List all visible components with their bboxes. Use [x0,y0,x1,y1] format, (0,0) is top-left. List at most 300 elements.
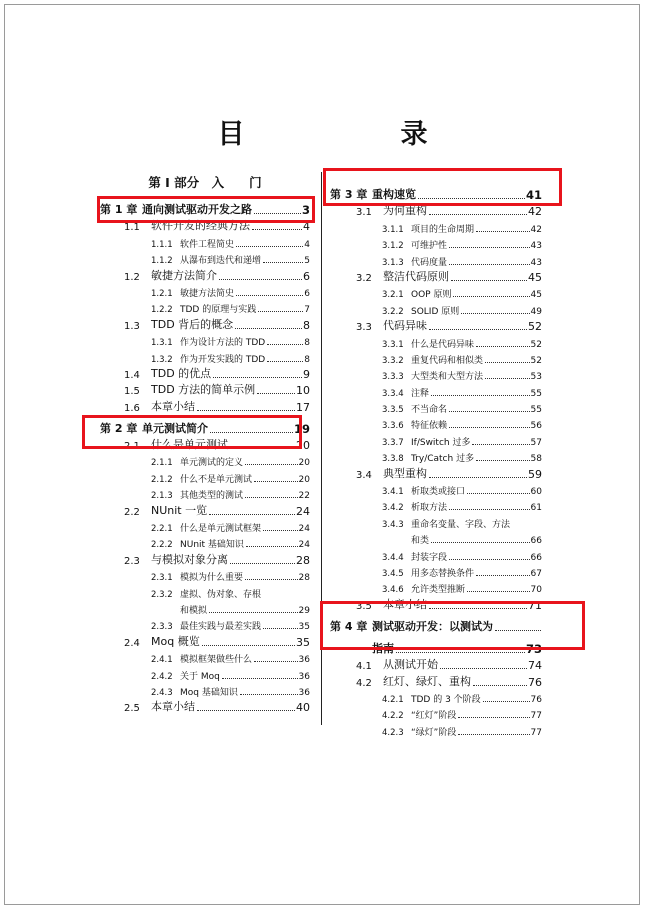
toc-leader-dots [472,444,529,445]
toc-leader-dots [449,411,530,412]
toc-entry-label: 本章小结 [151,700,195,714]
toc-section-entry [100,698,310,714]
toc-entry-page: 5 [304,256,310,267]
toc-leader-dots [449,247,530,248]
toc-entry-label: SOLID 原则 [411,306,460,317]
toc-entry-number: 2.2.2 [151,540,173,551]
toc-entry-label: 单元测试的定义 [180,458,244,469]
toc-entry-number: 2.1.2 [151,474,173,485]
toc-leader-dots [267,344,303,345]
toc-subsection-entry [330,350,542,366]
toc-leader-dots [222,678,298,679]
toc-entry-label: 项目的生命周期 [411,224,475,235]
toc-entry-number: 1.5 [124,386,140,398]
toc-entry-number: 1.3.1 [151,338,173,349]
toc-subsection-entry [330,366,542,382]
toc-entry-label: 最佳实践与最差实践 [180,622,262,633]
toc-entry-label: 析取类或接口 [411,487,466,498]
toc-leader-dots [476,346,530,347]
toc-entry-page: 45 [530,290,542,301]
toc-entry-number: 3.4 [356,469,372,481]
toc-entry-page: 66 [530,552,542,563]
page-title: 目 录 [217,119,462,150]
toc-leader-dots [449,264,530,265]
toc-entry-page: 8 [304,354,310,365]
toc-entry-number: 3.2.1 [382,290,404,301]
toc-subsection-entry [330,513,542,529]
toc-entry-label: 和类 [411,536,430,547]
toc-entry-page: 29 [298,605,310,616]
toc-entry-number: 3.2 [356,272,372,284]
toc-subsection-entry [330,218,542,234]
toc-entry-page: 53 [530,372,542,383]
toc-leader-dots [236,295,303,296]
toc-subsection-entry [100,649,310,665]
toc-leader-dots [235,328,302,329]
toc-entry-label: 什么是单元测试框架 [180,524,262,535]
toc-entry-label: 特征依赖 [411,421,448,432]
toc-entry-number: 1.2.1 [151,288,173,299]
toc-leader-dots [467,493,530,494]
toc-entry-number: 2.4 [124,637,140,649]
part-title: 第 Ⅰ 部分 入 门 [148,175,262,190]
toc-entry-label: 通向测试驱动开发之路 [142,203,252,216]
toc-subsection-entry [330,300,542,316]
toc-entry-page: 70 [530,585,542,596]
toc-subsection-entry [100,233,310,249]
toc-entry-label: 与模拟对象分离 [151,552,228,566]
toc-entry-number: 3.4.1 [382,487,404,498]
toc-leader-dots [254,481,298,482]
toc-leader-dots [254,661,298,662]
toc-entry-label: 析取方法 [411,503,448,514]
toc-leader-dots [440,668,527,669]
toc-section-entry [100,632,310,648]
toc-entry-label: 注释 [411,388,430,399]
toc-entry-number: 3.5 [356,600,372,612]
toc-entry-label: 作为开发实践的 TDD [180,354,266,365]
toc-entry-label: “红灯”阶段 [411,711,457,722]
toc-entry-number: 1.1.2 [151,256,173,267]
toc-entry-page: 28 [296,553,310,567]
toc-entry-label: 作为设计方法的 TDD [180,338,266,349]
toc-entry-label: NUnit 一览 [151,503,208,517]
toc-subsection-entry [330,721,542,737]
toc-leader-dots [429,477,527,478]
toc-subsection-entry [100,299,310,315]
toc-entry-page: 7 [304,305,310,316]
toc-subsection-entry [330,689,542,705]
toc-entry-page: 20 [296,439,310,453]
toc-entry-label: 为何重构 [383,204,427,218]
toc-entry-label: 软件开发的经典方法 [151,219,250,233]
toc-subsection-entry [100,665,310,681]
toc-entry-page: 43 [530,241,542,252]
toc-entry-page: 10 [296,384,310,398]
toc-entry-number: 3.3.4 [382,388,404,399]
toc-entry-page: 76 [530,694,542,705]
toc-leader-dots [431,395,530,396]
toc-leader-dots [461,313,529,314]
toc-leader-dots [202,645,295,646]
toc-entry-page: 74 [528,659,542,673]
toc-entry-page: 6 [304,288,310,299]
toc-entry-page: 20 [298,474,310,485]
toc-entry-page: 45 [528,270,542,284]
toc-entry-label: TDD 背后的概念 [151,317,234,331]
toc-entry-page: 4 [303,220,310,234]
toc-entry-page: 57 [530,437,542,448]
toc-entry-number: 3.3.6 [382,421,404,432]
toc-entry-number: 3.4.5 [382,568,404,579]
toc-entry-page: 8 [303,318,310,332]
toc-section-entry [330,672,542,688]
toc-leader-dots [429,214,527,215]
toc-subsection-entry [330,382,542,398]
toc-leader-dots [451,280,527,281]
toc-subsection-entry [330,579,542,595]
toc-entry-number: 第 1 章 [100,203,138,216]
toc-subsection-entry [100,332,310,348]
toc-entry-label: 其他类型的测试 [180,491,244,502]
toc-leader-dots [245,579,298,580]
toc-entry-page: 49 [530,306,542,317]
toc-entry-number: 2.3.1 [151,573,173,584]
toc-entry-number: 2.4.1 [151,655,173,666]
toc-subsection-entry [100,468,310,484]
toc-entry-number: 4.2 [356,677,372,689]
toc-entry-page: 42 [530,224,542,235]
toc-subsection-entry [330,448,542,464]
toc-subsection-entry [330,481,542,497]
toc-entry-number: 2.1.3 [151,491,173,502]
toc-entry-number: 1.2.2 [151,305,173,316]
highlight-box-chapter-4 [320,598,585,650]
toc-subsection-entry [330,333,542,349]
toc-leader-dots [453,296,529,297]
toc-entry-number: 2.1.1 [151,458,173,469]
toc-leader-dots [263,628,298,629]
toc-entry-page: 73 [525,641,542,656]
toc-leader-dots [209,514,295,515]
toc-section-entry [100,550,310,566]
toc-subsection-entry [330,399,542,415]
toc-entry-label: 红灯、绿灯、重构 [383,674,471,688]
toc-entry-number: 3.3.3 [382,372,404,383]
toc-entry-number: 3.3.2 [382,355,404,366]
toc-leader-dots [458,734,529,735]
toc-leader-dots [485,362,530,363]
toc-section-entry [330,656,542,672]
toc-entry-label: NUnit 基础知识 [180,540,244,551]
toc-entry-number: 1.3.2 [151,354,173,365]
toc-entry-page: 17 [296,400,310,414]
toc-entry-label: 虚拟、伪对象、存根 [180,589,262,600]
toc-section-entry [100,315,310,331]
toc-subsection-entry [100,518,310,534]
toc-entry-number: 3.4.2 [382,503,404,514]
toc-entry-number: 1.1.1 [151,239,173,250]
toc-entry-number: 3.1.3 [382,257,404,268]
toc-leader-dots [213,377,302,378]
toc-entry-number: 1.4 [124,369,140,381]
toc-leader-dots [263,530,298,531]
toc-entry-page: 43 [530,257,542,268]
toc-entry-page: 55 [530,405,542,416]
toc-leader-dots [476,460,529,461]
toc-entry-label: TDD 的优点 [151,366,212,380]
toc-subsection-entry [330,251,542,267]
toc-entry-page: 22 [298,491,310,502]
toc-entry-page: 42 [528,205,542,219]
toc-section-entry [100,266,310,282]
toc-leader-dots [267,361,303,362]
toc-entry-page: 20 [298,458,310,469]
toc-entry-number: 2.3 [124,555,140,567]
toc-entry-label: 从测试开始 [383,658,438,672]
toc-entry-number: 3.3 [356,322,372,334]
toc-leader-dots [396,652,525,653]
toc-leader-dots [449,559,530,560]
toc-entry-number: 3.1 [356,207,372,219]
toc-subsection-entry [100,534,310,550]
toc-entry-number: 第 3 章 [330,188,368,201]
toc-entry-label: TDD 方法的简单示例 [151,383,256,397]
toc-entry-page: 52 [530,355,542,366]
toc-entry-label: 封装字段 [411,552,448,563]
toc-subsection-entry [100,485,310,501]
toc-entry-number: 2.3.2 [151,589,173,600]
toc-entry-label: 代码度量 [411,257,448,268]
toc-subsection-entry [330,497,542,513]
toc-subsection-entry [330,284,542,300]
toc-entry-number: 2.5 [124,703,140,715]
toc-entry-page: 77 [530,727,542,738]
toc-leader-dots [431,542,530,543]
toc-subsection-entry [330,563,542,579]
toc-leader-dots [236,246,303,247]
toc-section-entry [100,365,310,381]
toc-entry-page: 66 [530,536,542,547]
toc-entry-label: OOP 原则 [411,290,452,301]
toc-entry-page: 41 [525,188,542,202]
toc-leader-dots [245,464,298,465]
toc-entry-page: 76 [528,675,542,689]
toc-entry-label: 软件工程简史 [180,239,235,250]
toc-entry-number: 3.4.3 [382,519,404,530]
toc-entry-page: 61 [530,503,542,514]
toc-leader-dots [449,509,530,510]
toc-subsection-entry [100,283,310,299]
toc-subsection-entry [330,235,542,251]
toc-entry-number: 4.1 [356,661,372,673]
toc-entry-page: 52 [530,339,542,350]
toc-entry-number: 2.1 [124,441,140,453]
toc-entry-number: 1.1 [124,222,140,234]
toc-entry-label: TDD 的原理与实践 [180,305,257,316]
toc-subsection-entry [330,705,542,721]
toc-entry-number: 3.4.6 [382,585,404,596]
toc-entry-label: 本章小结 [383,597,427,611]
toc-entry-page: 36 [298,655,310,666]
toc-entry-page: 56 [530,421,542,432]
toc-entry-page: 58 [530,454,542,465]
toc-entry-page: 24 [298,524,310,535]
toc-entry-page: 36 [298,671,310,682]
toc-leader-dots [230,563,295,564]
toc-entry-number: 3.3.5 [382,405,404,416]
toc-entry-number: 3.3.8 [382,454,404,465]
toc-left-column [100,195,310,714]
toc-entry-label: 单元测试简介 [142,421,208,435]
toc-entry-number: 3.3.7 [382,437,404,448]
toc-entry-label: 指南 [372,641,394,655]
toc-entry-label: 典型重构 [383,466,427,480]
toc-entry-label: 测试驱动开发：以测试为 [372,619,493,633]
toc-subsection-entry [330,546,542,562]
toc-subsection-entry [100,452,310,468]
toc-leader-dots [197,710,295,711]
toc-entry-page: 71 [528,598,542,612]
toc-entry-number: 2.3.3 [151,622,173,633]
toc-leader-dots [245,497,298,498]
toc-subsection-entry [100,567,310,583]
toc-entry-label: 大型类和大型方法 [411,372,484,383]
toc-entry-number: 3.3.1 [382,339,404,350]
toc-entry-label: 重构速览 [372,188,416,201]
toc-section-entry [330,268,542,284]
toc-leader-dots [219,279,302,280]
toc-entry-label: 敏捷方法简介 [151,268,217,282]
toc-subsection-entry [330,431,542,447]
toc-leader-dots [476,231,530,232]
toc-subsection-entry [100,583,310,599]
toc-entry-label: 什么不是单元测试 [180,474,253,485]
toc-entry-label: 用多态替换条件 [411,568,475,579]
toc-section-entry [100,381,310,397]
toc-entry-number: 2.4.2 [151,671,173,682]
toc-entry-label: 关于 Moq [180,671,220,682]
toc-entry-number: 2.2.1 [151,524,173,535]
toc-entry-number: 1.3 [124,320,140,332]
toc-leader-dots [209,612,298,613]
toc-section-entry [330,464,542,480]
toc-entry-number: 第 2 章 [100,421,138,435]
toc-leader-dots [263,262,303,263]
toc-entry-label: 代码异味 [383,319,427,333]
toc-entry-label: 整洁代码原则 [383,269,449,283]
toc-entry-label: 重复代码和相似类 [411,355,484,366]
toc-leader-dots [467,591,530,592]
toc-entry-label: 从瀑布到迭代和递增 [180,256,262,267]
toc-entry-page: 36 [298,687,310,698]
toc-entry-number: 第 4 章 [330,619,368,633]
toc-entry-label: Moq 基础知识 [180,687,238,698]
toc-entry-page: 19 [293,421,310,436]
toc-entry-page: 28 [298,573,310,584]
toc-entry-number: 4.2.2 [382,711,404,722]
toc-leader-dots [483,701,530,702]
toc-entry-page: 35 [298,622,310,633]
toc-entry-page: 8 [304,338,310,349]
toc-entry-page: 55 [530,388,542,399]
toc-subsection-entry [100,600,310,616]
highlight-box-chapter-3 [323,168,562,206]
toc-entry-number: 2.4.3 [151,687,173,698]
toc-entry-number: 4.2.3 [382,727,404,738]
toc-entry-page: 9 [303,367,310,381]
toc-entry-label: 和模拟 [180,605,208,616]
toc-subsection-entry [100,250,310,266]
toc-subsection-entry [100,348,310,364]
toc-entry-label: 什么是单元测试 [151,438,228,452]
toc-entry-label: 不当命名 [411,405,448,416]
toc-leader-dots [485,378,530,379]
toc-entry-number: 4.2.1 [382,694,404,705]
toc-entry-number: 3.1.1 [382,224,404,235]
toc-leader-dots [246,546,298,547]
toc-entry-label: “绿灯”阶段 [411,727,457,738]
toc-subsection-entry [330,415,542,431]
toc-entry-label: 模拟框架做些什么 [180,655,253,666]
toc-entry-label: 敏捷方法简史 [180,288,235,299]
toc-leader-dots [473,685,527,686]
highlight-box-chapter-2 [82,415,302,449]
toc-entry-label: 模拟为什么重要 [180,573,244,584]
toc-entry-number: 1.6 [124,402,140,414]
toc-entry-number: 3.2.2 [382,306,404,317]
toc-entry-page: 67 [530,568,542,579]
toc-entry-page: 4 [304,239,310,250]
toc-leader-dots [258,311,303,312]
toc-leader-dots [257,393,295,394]
toc-subsection-entry [330,530,542,546]
toc-right-column [330,180,542,738]
toc-subsection-entry [100,616,310,632]
toc-entry-label: 本章小结 [151,399,195,413]
toc-entry-page: 6 [303,269,310,283]
toc-entry-label: TDD 的 3 个阶段 [411,694,481,705]
toc-section-entry [330,317,542,333]
toc-entry-label: 允许类型推断 [411,585,466,596]
toc-entry-number: 3.4.4 [382,552,404,563]
toc-entry-page: 59 [528,467,542,481]
toc-entry-page: 52 [528,320,542,334]
toc-entry-page: 24 [296,504,310,518]
toc-subsection-entry [100,682,310,698]
toc-entry-label: 重命名变量、字段、方法 [411,519,511,530]
toc-entry-page: 40 [296,701,310,715]
toc-leader-dots [429,329,527,330]
toc-entry-number: 2.2 [124,506,140,518]
toc-leader-dots [449,427,530,428]
toc-leader-dots [197,410,295,411]
toc-entry-page: 3 [301,203,310,217]
toc-entry-label: 什么是代码异味 [411,339,475,350]
toc-entry-label: 可维护性 [411,241,448,252]
toc-section-entry [100,397,310,413]
toc-entry-page: 24 [298,540,310,551]
toc-entry-page: 35 [296,635,310,649]
toc-leader-dots [458,717,529,718]
toc-section-entry [100,501,310,517]
toc-leader-dots [476,575,530,576]
toc-leader-dots [252,229,302,230]
toc-entry-label: Try/Catch 过多 [411,454,475,465]
toc-entry-label: If/Switch 过多 [411,437,471,448]
toc-entry-number: 1.2 [124,271,140,283]
toc-entry-number: 3.1.2 [382,241,404,252]
